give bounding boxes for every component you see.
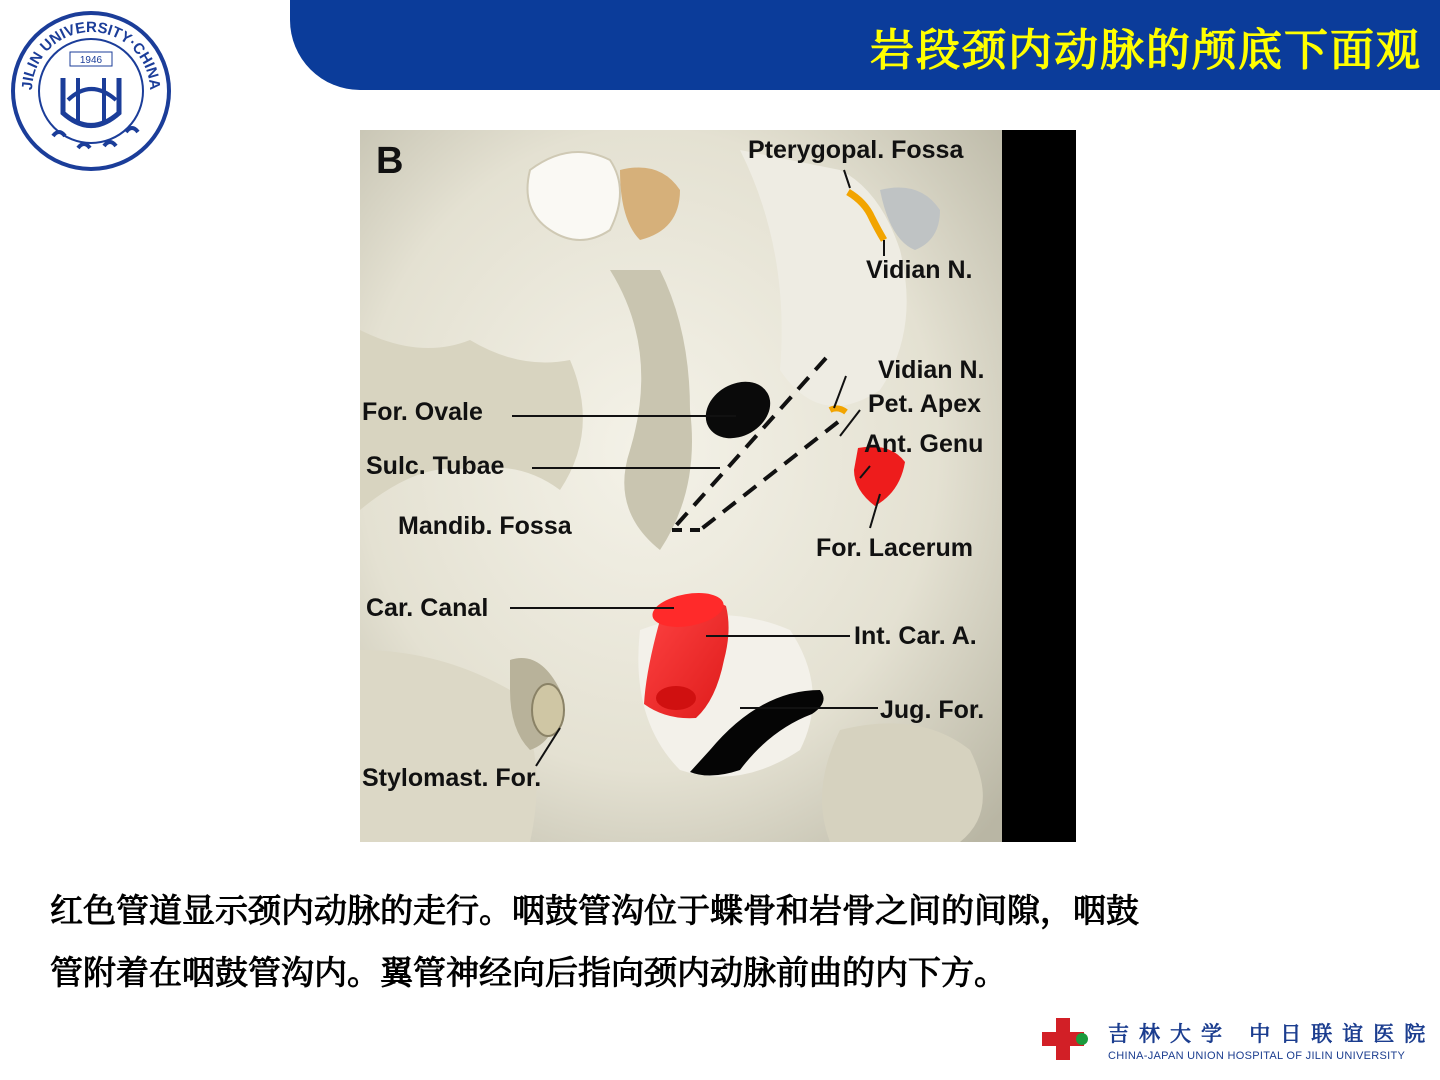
label-pet-apex: Pet. Apex	[868, 390, 982, 418]
label-car-canal: Car. Canal	[366, 594, 489, 622]
anatomy-figure	[360, 130, 1076, 842]
seal-year: 1946	[79, 55, 103, 66]
label-jug-for: Jug. For.	[880, 696, 985, 724]
label-vidian-n-mid: Vidian N.	[878, 356, 985, 384]
red-cross-icon	[1040, 1016, 1090, 1066]
header-banner	[290, 0, 1440, 90]
caption-line-2: 管附着在咽鼓管沟内。翼管神经向后指向颈内动脉前曲的内下方。	[50, 953, 1007, 992]
hospital-logo	[1040, 1016, 1436, 1066]
label-for-ovale: For. Ovale	[362, 398, 483, 426]
label-mandib-fossa: Mandib. Fossa	[398, 512, 572, 540]
caption-line-1: 红色管道显示颈内动脉的走行。咽鼓管沟位于蝶骨和岩骨之间的间隙，咽鼓	[50, 891, 1139, 930]
seal-arc-text: JILIN UNIVERSITY·CHINA	[18, 18, 164, 91]
label-sulc-tubae: Sulc. Tubae	[366, 452, 505, 480]
hospital-name-cn: 吉林大学 中日联谊医院	[1108, 1022, 1436, 1046]
label-vidian-n-top: Vidian N.	[866, 256, 973, 284]
hospital-name-en: CHINA-JAPAN UNION HOSPITAL OF JILIN UNIVERSITY	[1108, 1050, 1406, 1062]
caption	[50, 880, 1390, 1004]
panel-letter: B	[376, 140, 404, 182]
slide-title: 岩段颈内动脉的颅底下面观	[870, 25, 1422, 76]
label-int-car-a: Int. Car. A.	[854, 622, 977, 650]
label-ant-genu: Ant. Genu	[864, 430, 984, 458]
label-stylomast-for: Stylomast. For.	[362, 764, 542, 792]
label-for-lacerum: For. Lacerum	[816, 534, 973, 562]
university-seal-icon	[8, 8, 174, 174]
label-pterygopal-fossa: Pterygopal. Fossa	[748, 136, 964, 164]
